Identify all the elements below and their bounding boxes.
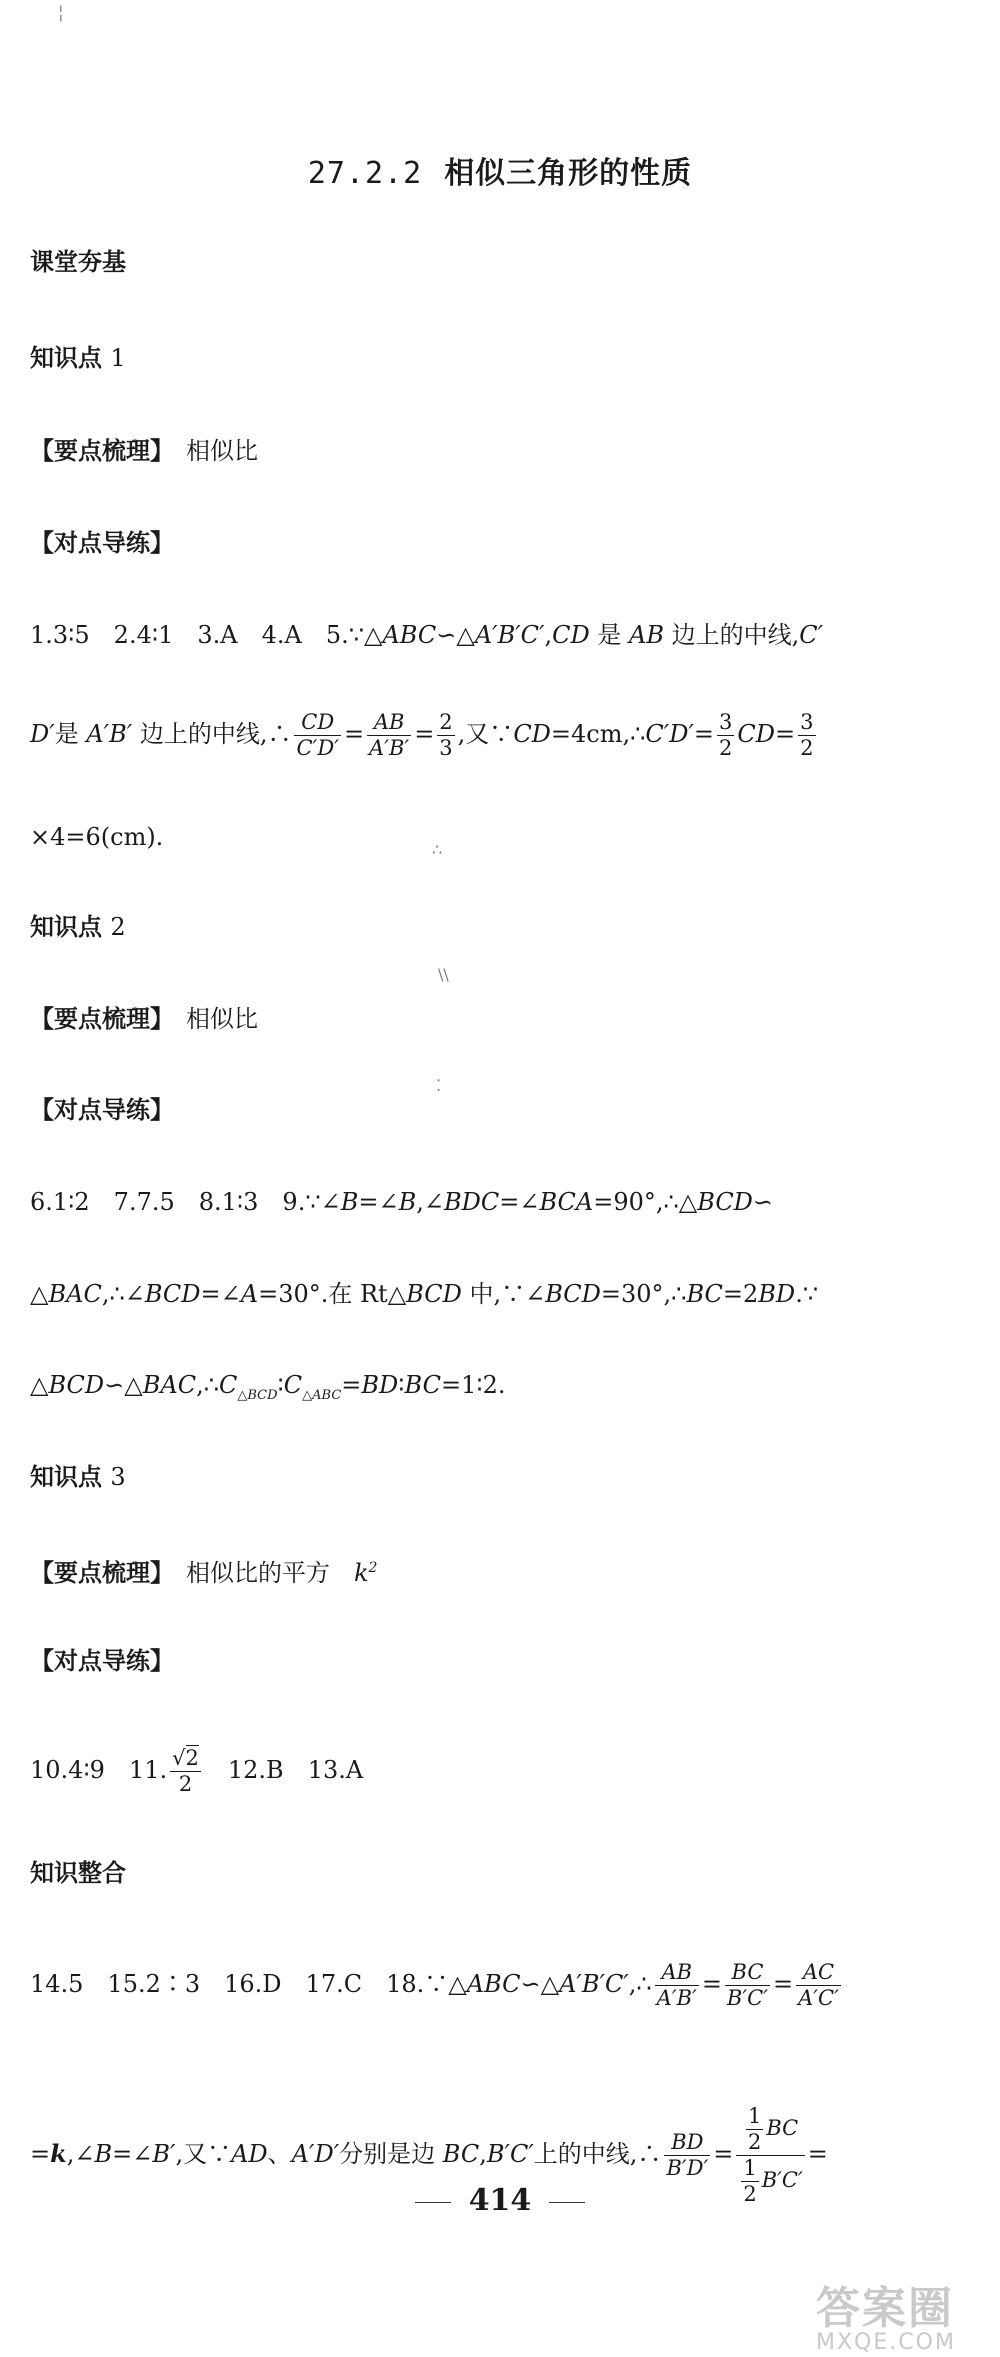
kp-label: 知识点 (30, 1463, 102, 1491)
page-number-text: 414 (468, 2183, 532, 2218)
footer-dash (415, 2202, 451, 2203)
yaodian-label: 【要点梳理】 (30, 1559, 162, 1587)
watermark-logo (816, 2272, 986, 2355)
scan-speck: ⁚ (436, 1076, 442, 1095)
kp-label: 知识点 (30, 344, 102, 372)
yaodian-text: 相似比 (186, 1005, 258, 1033)
scan-speck: ∴ (432, 840, 443, 859)
watermark-text: 答案圈 (816, 2283, 954, 2334)
heading-duidian-kp1: 【对点导练】 (30, 529, 174, 557)
section-number: 27.2.2 (307, 156, 423, 191)
heading-kp2 (30, 912, 126, 942)
answer-line: 1.3∶5 2.4∶1 3.A 4.A 5.∵△ABC∽△A′B′C′,CD 是 AB 边上的中线,C′ (30, 621, 824, 649)
kp-number: 2 (110, 913, 126, 941)
answer-line: △BAC,∴∠BCD=∠A=30°.在 Rt△BCD 中,∵∠BCD=30°,∴BC=2BD.∵ (30, 1280, 819, 1308)
answer-line: D′是 A′B′ 边上的中线,∴ $\frac{CD}{C'D'}$ = $\frac{AB}{A'B'}$ = $\frac{2}{3}$ ,又∵CD=4cm,∴C′D′= $\frac{3}{2}$ CD= $\frac{3}{2}$ (30, 710, 814, 760)
section-title-text: 相似三角形的性质 (444, 156, 693, 191)
yaodian-label: 【要点梳理】 (30, 437, 162, 465)
yaodian-text: 相似比 (186, 437, 258, 465)
kp-number: 3 (110, 1463, 126, 1491)
heading-ketang: 课堂夯基 (30, 248, 126, 276)
section-title (0, 148, 1000, 192)
footer-dash (549, 2202, 585, 2203)
kp-number: 1 (110, 344, 126, 372)
heading-kp3 (30, 1462, 126, 1492)
scan-speck: ╎ (56, 4, 66, 23)
answer-line: $\triangle BCD∽\triangle BAC,\therefore C_{\triangle BCD}∶C_{\triangle ABC}=BD∶BC=1∶2$. (30, 1371, 506, 1403)
answer-line: 10.4∶9 11. $\frac{√2}{2}$ 12.B 13.A (30, 1746, 364, 1796)
answer-line: =k,∠B=∠B′,又∵AD、A′D′分别是边 BC,B′C′上的中线,∴ $\frac{BD}{B'D'}$ = $\frac{1}{2}$ BC $\frac{1}{2}$ B′C′ = (30, 2104, 828, 2206)
heading-duidian-kp2: 【对点导练】 (30, 1096, 174, 1124)
heading-kp1 (30, 343, 126, 373)
yaodian-text: 相似比的平方 (186, 1559, 330, 1587)
kp-label: 知识点 (30, 913, 102, 941)
answer-line: 6.1∶2 7.7.5 8.1∶3 9.∵∠B=∠B,∠BDC=∠BCA=90°,∴△BCD∽ (30, 1188, 774, 1216)
heading-zhenghe: 知识整合 (30, 1859, 126, 1887)
yaodian-label: 【要点梳理】 (30, 1005, 162, 1033)
page-number (0, 2183, 1000, 2218)
yaodian-kp3 (30, 1553, 377, 1588)
answer-line: ×4=6(cm). (30, 823, 164, 851)
heading-duidian-kp3: 【对点导练】 (30, 1647, 174, 1675)
answer-line: 14.5 15.2∶3 16.D 17.C 18.∵△ABC∽△A′B′C′,∴ $\frac{AB}{A'B'}$ = $\frac{BC}{B'C'}$ = $\frac{AC}{A'C'}$ (30, 1960, 839, 2010)
yaodian-kp2 (30, 1004, 258, 1034)
watermark-url: MXQE.COM (816, 2330, 956, 2355)
scan-speck: \\ (438, 965, 449, 984)
yaodian-kp1 (30, 436, 258, 466)
k-squared: $k^2$ (354, 1559, 378, 1587)
